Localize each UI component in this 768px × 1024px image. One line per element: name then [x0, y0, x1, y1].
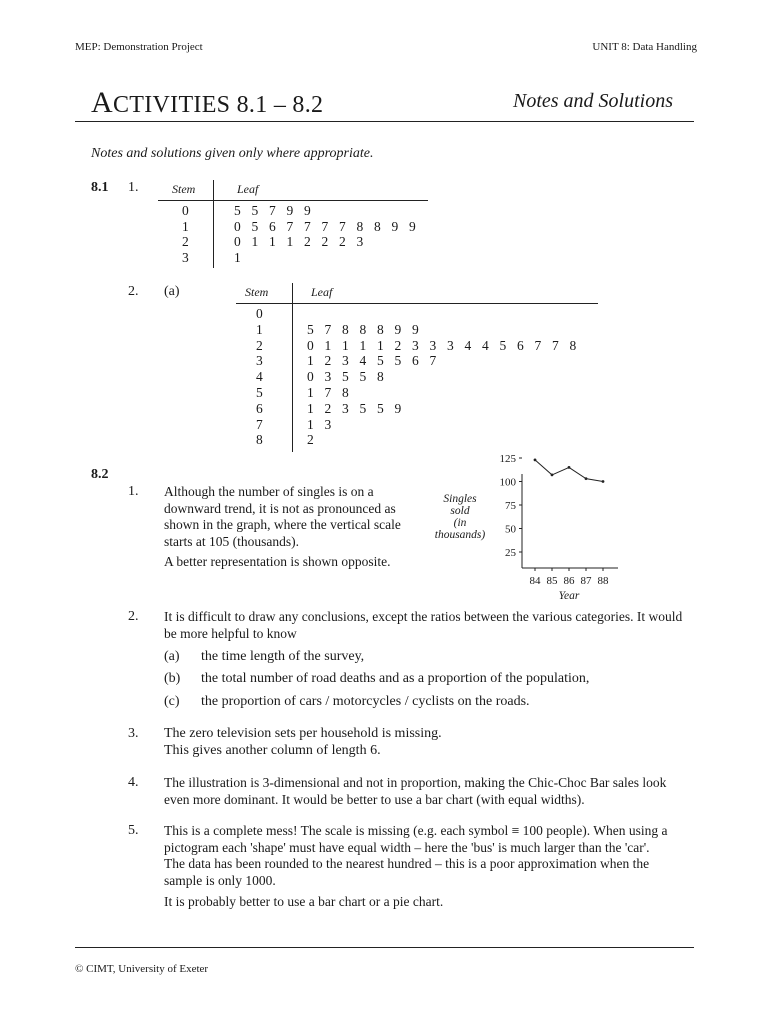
chart-y-label-line: thousands) [434, 529, 486, 541]
chart-y-tick-label: 100 [499, 476, 516, 489]
chart-y-tick-label: 75 [505, 500, 516, 512]
stem-header-2: Stem [245, 285, 269, 299]
title-first-letter: A [91, 86, 113, 119]
chart-x-label: Year [558, 590, 580, 602]
stemleaf2-hrule [236, 303, 598, 304]
stemleaf1-hrule [158, 200, 428, 201]
page-title [91, 86, 323, 120]
stemleaf1-vrule [213, 180, 214, 268]
q-8-2-2-item-c-label: (c) [164, 694, 180, 709]
leaf-header-1: Leaf [237, 182, 259, 196]
chart-y-label-line: sold [450, 505, 470, 517]
section-8-2-label: 8.2 [91, 467, 109, 482]
q-8-2-1-text: Although the number of singles is on a downward trend, it is not as pronounced as shown in the graph, where the vertical scale starts at 105 (thousands). [164, 484, 401, 549]
singles-line-chart [420, 453, 640, 605]
stemleaf2-row-leaves: 1 7 8 [307, 385, 349, 400]
chart-data-point [602, 480, 605, 483]
stemleaf2-row-stem: 6 [256, 400, 263, 416]
stemleaf1-row-leaves: 0 1 1 1 2 2 2 3 [234, 234, 364, 249]
chart-data-point [585, 477, 588, 480]
q-8-2-2-item-b-label: (b) [164, 671, 181, 686]
q-8-2-2-item-b-text: the total number of road deaths and as a proportion of the population, [201, 671, 590, 686]
stemleaf2-row-stem: 2 [256, 337, 263, 353]
stemleaf1-row-stem: 1 [182, 218, 189, 234]
chart-x-tick-label: 86 [563, 575, 575, 587]
footer-rule [75, 947, 694, 948]
stemleaf2-vrule [292, 283, 293, 452]
stemleaf1-row-stem: 0 [182, 203, 189, 218]
q-8-2-3-line1: The zero television sets per household is missing. [164, 726, 442, 741]
q-8-2-5-text2: It is probably better to use a bar chart or a pie chart. [164, 894, 444, 909]
chart-x-tick-label: 87 [580, 575, 592, 587]
stemleaf1-row-leaves: 5 5 7 9 9 [234, 203, 311, 218]
chart-y-tick-label: 25 [505, 547, 516, 559]
q-8-2-4-text: The illustration is 3-dimensional and not in proportion, making the Chic-Choc Bar sales look even more dominant. It would be better to use a bar chart (with equal widths). [164, 775, 667, 807]
chart-y-tick-label: 50 [505, 523, 516, 536]
chart-x-tick-label: 88 [597, 575, 609, 587]
stemleaf1-row-stem: 3 [182, 249, 189, 265]
chart-y-label-line: Singles [443, 493, 477, 505]
chart-x-tick-label: 85 [546, 575, 558, 587]
q-8-1-2-number: 2. [128, 284, 139, 299]
q-8-1-1-number: 1. [128, 180, 139, 195]
title-rest: CTIVITIES 8.1 – 8.2 [112, 92, 324, 118]
stemleaf2-row-stem: 4 [256, 369, 263, 385]
leaf-header-2: Leaf [311, 285, 333, 299]
q-8-2-2-item-a-label: (a) [164, 649, 180, 664]
stemleaf2-row-leaves: 0 1 1 1 1 2 3 3 3 4 4 5 6 7 7 8 [307, 337, 577, 353]
intro-text: Notes and solutions given only where appropriate. [91, 146, 374, 161]
chart-y-label-line: (in [453, 517, 467, 529]
stemleaf2-row-stem: 8 [256, 432, 263, 448]
stemleaf2-row-leaves: 2 [307, 432, 314, 448]
q-8-2-1-number: 1. [128, 484, 139, 499]
page-subtitle: Notes and Solutions [512, 90, 673, 112]
q-8-2-5-text: This is a complete mess! The scale is missing (e.g. each symbol ≡ 100 people). When using a pictogram each 'shape' must have equal width – here the 'bus' is much larger than the 'car'. The data has been rounded to the nearest hundred – this is a poor approximation when the sample is only 1000. [164, 823, 668, 888]
q-8-1-2-part: (a) [164, 284, 180, 299]
q-8-2-2-item-c-text: the proportion of cars / motorcycles / cyclists on the roads. [201, 694, 530, 709]
section-8-1-label: 8.1 [91, 180, 109, 195]
stemleaf2-row-stem: 1 [256, 321, 263, 337]
stemleaf2-row-stem: 0 [256, 306, 263, 321]
footer-copyright: © CIMT, University of Exeter [75, 963, 209, 975]
chart-data-point [551, 474, 554, 477]
header-unit: UNIT 8: Data Handling [592, 41, 697, 53]
stemleaf2-row-stem: 7 [256, 416, 263, 432]
stemleaf1-row-leaves: 1 [234, 249, 241, 265]
stemleaf2-row-leaves: 1 2 3 5 5 9 [307, 400, 402, 416]
q-8-2-4-number: 4. [128, 775, 139, 790]
chart-x-tick-label: 84 [529, 575, 541, 587]
chart-series-line [535, 460, 603, 482]
stemleaf1-row-leaves: 0 5 6 7 7 7 7 8 8 9 9 [234, 218, 416, 234]
q-8-2-3-number: 3. [128, 726, 139, 741]
header-project: MEP: Demonstration Project [75, 41, 203, 53]
stem-header-1: Stem [172, 182, 196, 196]
q-8-2-2-number: 2. [128, 609, 139, 624]
chart-data-point [534, 458, 537, 461]
stemleaf2-row-stem: 3 [256, 353, 263, 369]
q-8-2-5-number: 5. [128, 823, 139, 838]
stemleaf2-row-leaves: 0 3 5 5 8 [307, 369, 384, 385]
title-rule [75, 121, 694, 122]
q-8-2-2-text: It is difficult to draw any conclusions, except the ratios between the various categories. It would be more helpful to know [164, 609, 683, 641]
stemleaf2-row-leaves: 1 2 3 4 5 5 6 7 [307, 353, 437, 369]
stemleaf2-row-leaves: 1 3 [307, 416, 332, 432]
q-8-2-2-item-a-text: the time length of the survey, [201, 649, 365, 664]
chart-y-tick-label: 125 [499, 453, 516, 465]
stemleaf2-row-leaves: 5 7 8 8 8 9 9 [307, 321, 419, 337]
q-8-2-1-text2: A better representation is shown opposite. [164, 554, 391, 569]
stemleaf2-row-stem: 5 [256, 385, 263, 400]
stemleaf1-row-stem: 2 [182, 234, 189, 249]
chart-data-point [568, 466, 571, 469]
q-8-2-3-line2: This gives another column of length 6. [164, 743, 381, 758]
